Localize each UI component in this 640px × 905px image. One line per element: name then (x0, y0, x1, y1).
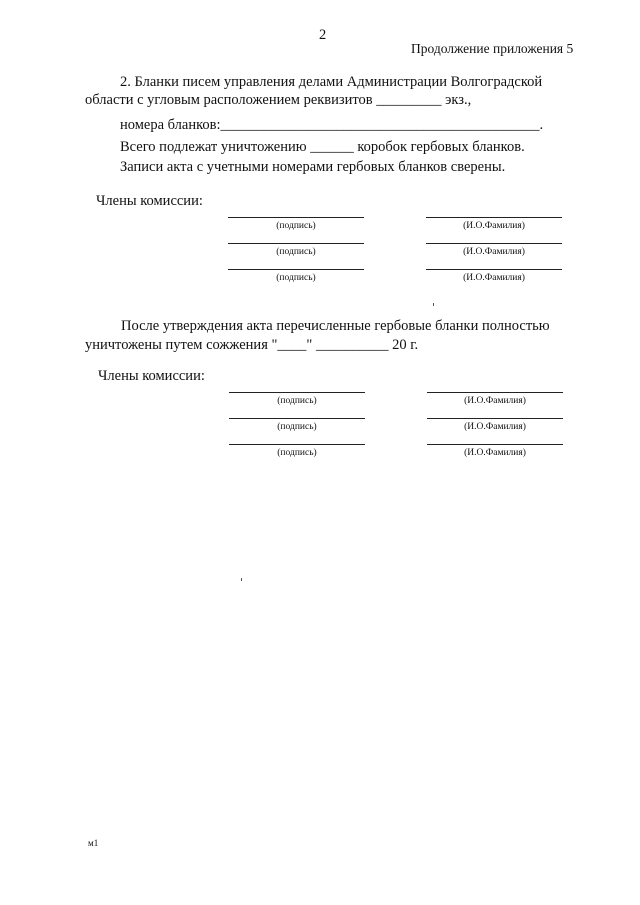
paragraph-1-line-2: области с угловым расположением реквизитов _________ экз., (85, 92, 472, 108)
name-line (426, 269, 562, 270)
signature-caption: (подпись) (277, 396, 317, 406)
paragraph-2-line-2: уничтожены путем сожжения "____" __________ 20 г. (85, 337, 419, 353)
continuation-label: Продолжение приложения 5 (411, 41, 574, 56)
paragraph-2-line-1: После утверждения акта перечисленные гербовые бланки полностью (121, 318, 550, 334)
signature-line (229, 444, 365, 445)
name-line (426, 243, 562, 244)
name-caption: (И.О.Фамилия) (464, 396, 526, 406)
signature-line (228, 217, 364, 218)
signature-line (228, 269, 364, 270)
paragraph-1-line-5: Записи акта с учетными номерами гербовых бланков сверены. (120, 159, 506, 175)
name-line (426, 217, 562, 218)
signature-caption: (подпись) (276, 221, 316, 231)
page-number: 2 (319, 27, 327, 43)
commission-1-title: Члены комиссии: (96, 193, 203, 209)
name-caption: (И.О.Фамилия) (464, 422, 526, 432)
name-caption: (И.О.Фамилия) (463, 247, 525, 257)
scan-speck (241, 578, 242, 581)
scan-speck (433, 303, 434, 306)
name-line (427, 444, 563, 445)
paragraph-1-line-1: 2. Бланки писем управления делами Администрации Волгоградской (120, 74, 543, 90)
signature-caption: (подпись) (276, 247, 316, 257)
signature-caption: (подпись) (276, 273, 316, 283)
signature-caption: (подпись) (277, 422, 317, 432)
name-line (427, 418, 563, 419)
name-caption: (И.О.Фамилия) (463, 221, 525, 231)
paragraph-1-line-4: Всего подлежат уничтожению ______ коробок гербовых бланков. (120, 139, 525, 155)
commission-2-title: Члены комиссии: (98, 368, 205, 384)
signature-line (229, 418, 365, 419)
name-line (427, 392, 563, 393)
signature-line (229, 392, 365, 393)
paragraph-1-line-3: номера бланков:____________________________________________. (120, 117, 544, 133)
name-caption: (И.О.Фамилия) (463, 273, 525, 283)
signature-caption: (подпись) (277, 448, 317, 458)
name-caption: (И.О.Фамилия) (464, 448, 526, 458)
footer-code: м1 (88, 838, 99, 848)
signature-line (228, 243, 364, 244)
